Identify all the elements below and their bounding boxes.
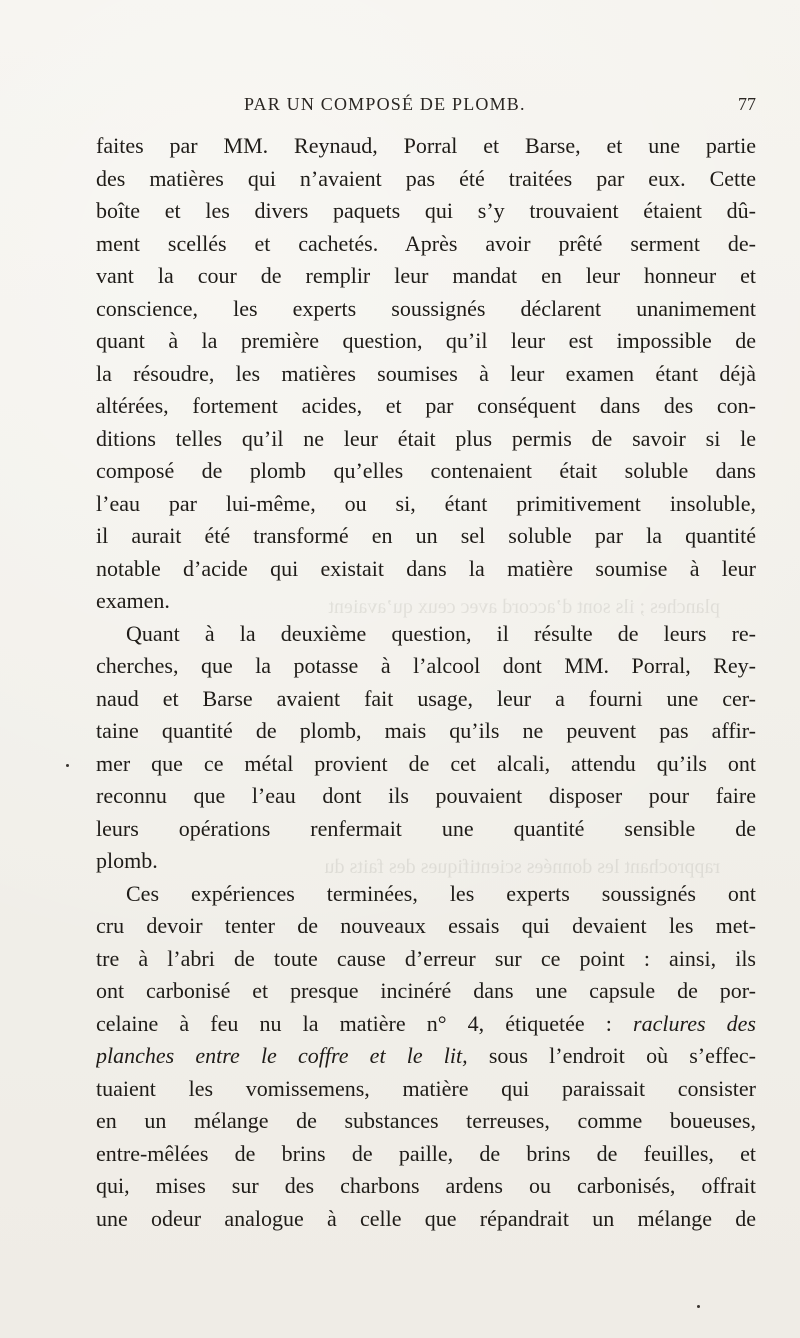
text-segment: celaine à feu nu la matière n° 4, étiquetée : (96, 1010, 612, 1036)
italic-segment: raclures des (633, 1010, 756, 1036)
paragraph-end-line: examen. (96, 588, 170, 613)
text-line: entre-mêlées de brins de paille, de brins de feuilles, et (96, 1140, 756, 1166)
ink-speck (697, 1305, 700, 1308)
paragraph-first-line: Ces expériences terminées, les experts soussignés ont (126, 880, 756, 906)
text-line: qui, mises sur des charbons ardens ou carbonisés, offrait (96, 1173, 756, 1198)
text-line: l’eau par lui-même, ou si, étant primitivement insoluble, (96, 490, 756, 516)
text-line: notable d’acide qui existait dans la matière soumise à leur (96, 555, 756, 581)
text-line: conscience, les experts soussignés déclarent unanimement (96, 295, 756, 321)
show-through-text: rapprochant les données scientifiques des faits du (324, 856, 720, 878)
text-line: quant à la première question, qu’il leur est impossible de (96, 328, 756, 353)
page-number: 77 (738, 94, 756, 114)
show-through-text: planches ; ils sont d’accord avec ceux qu’avaient (328, 596, 720, 618)
text-line: mer que ce métal provient de cet alcali, attendu qu’ils ont (96, 750, 756, 776)
text-line: ditions telles qu’il ne leur était plus permis de savoir si le (96, 425, 756, 451)
text-line: composé de plomb qu’elles contenaient était soluble dans (96, 458, 756, 483)
body-text (96, 130, 756, 1235)
text-line: boîte et les divers paquets qui s’y trouvaient étaient dû- (96, 198, 756, 223)
text-line: ment scellés et cachetés. Après avoir prêté serment de- (96, 230, 756, 256)
text-line: altérées, fortement acides, et par conséquent dans des con- (96, 393, 756, 418)
italic-segment: planches entre le coffre et le lit, (96, 1043, 468, 1068)
text-line: la résoudre, les matières soumises à leur examen étant déjà (96, 360, 756, 386)
text-line: tre à l’abri de toute cause d’erreur sur ce point : ainsi, ils (96, 945, 756, 971)
running-head (96, 94, 756, 118)
paragraph-first-line: Quant à la deuxième question, il résulte de leurs re- (126, 620, 756, 646)
text-line: tuaient les vomissemens, matière qui paraissait consister (96, 1075, 756, 1101)
paragraph-end-line: plomb. (96, 848, 158, 873)
text-line: une odeur analogue à celle que répandrait un mélange de (96, 1205, 756, 1231)
ink-speck (66, 764, 69, 767)
text-line: faites par MM. Reynaud, Porral et Barse, et une partie (96, 133, 756, 158)
running-title: PAR UN COMPOSÉ DE PLOMB. (244, 94, 526, 114)
text-line: vant la cour de remplir leur mandat en leur honneur et (96, 263, 756, 288)
text-line: en un mélange de substances terreuses, comme boueuses, (96, 1108, 756, 1133)
text-line-mixed (96, 1040, 756, 1073)
text-line: ont carbonisé et presque incinéré dans une capsule de por- (96, 978, 756, 1003)
text-line: reconnu que l’eau dont ils pouvaient disposer pour faire (96, 783, 756, 808)
text-line: leurs opérations renfermait une quantité sensible de (96, 815, 756, 841)
text-line: naud et Barse avaient fait usage, leur a fourni une cer- (96, 685, 756, 711)
text-line: cru devoir tenter de nouveaux essais qui devaient les met- (96, 913, 756, 938)
text-line: il aurait été transformé en un sel soluble par la quantité (96, 523, 756, 548)
text-line: cherches, que la potasse à l’alcool dont MM. Porral, Rey- (96, 653, 756, 678)
text-line: taine quantité de plomb, mais qu’ils ne peuvent pas affir- (96, 718, 756, 743)
text-line-mixed (96, 1008, 756, 1041)
text-segment: sous l’endroit où s’effec- (488, 1043, 756, 1068)
text-line: des matières qui n’avaient pas été traitées par eux. Cette (96, 165, 756, 191)
